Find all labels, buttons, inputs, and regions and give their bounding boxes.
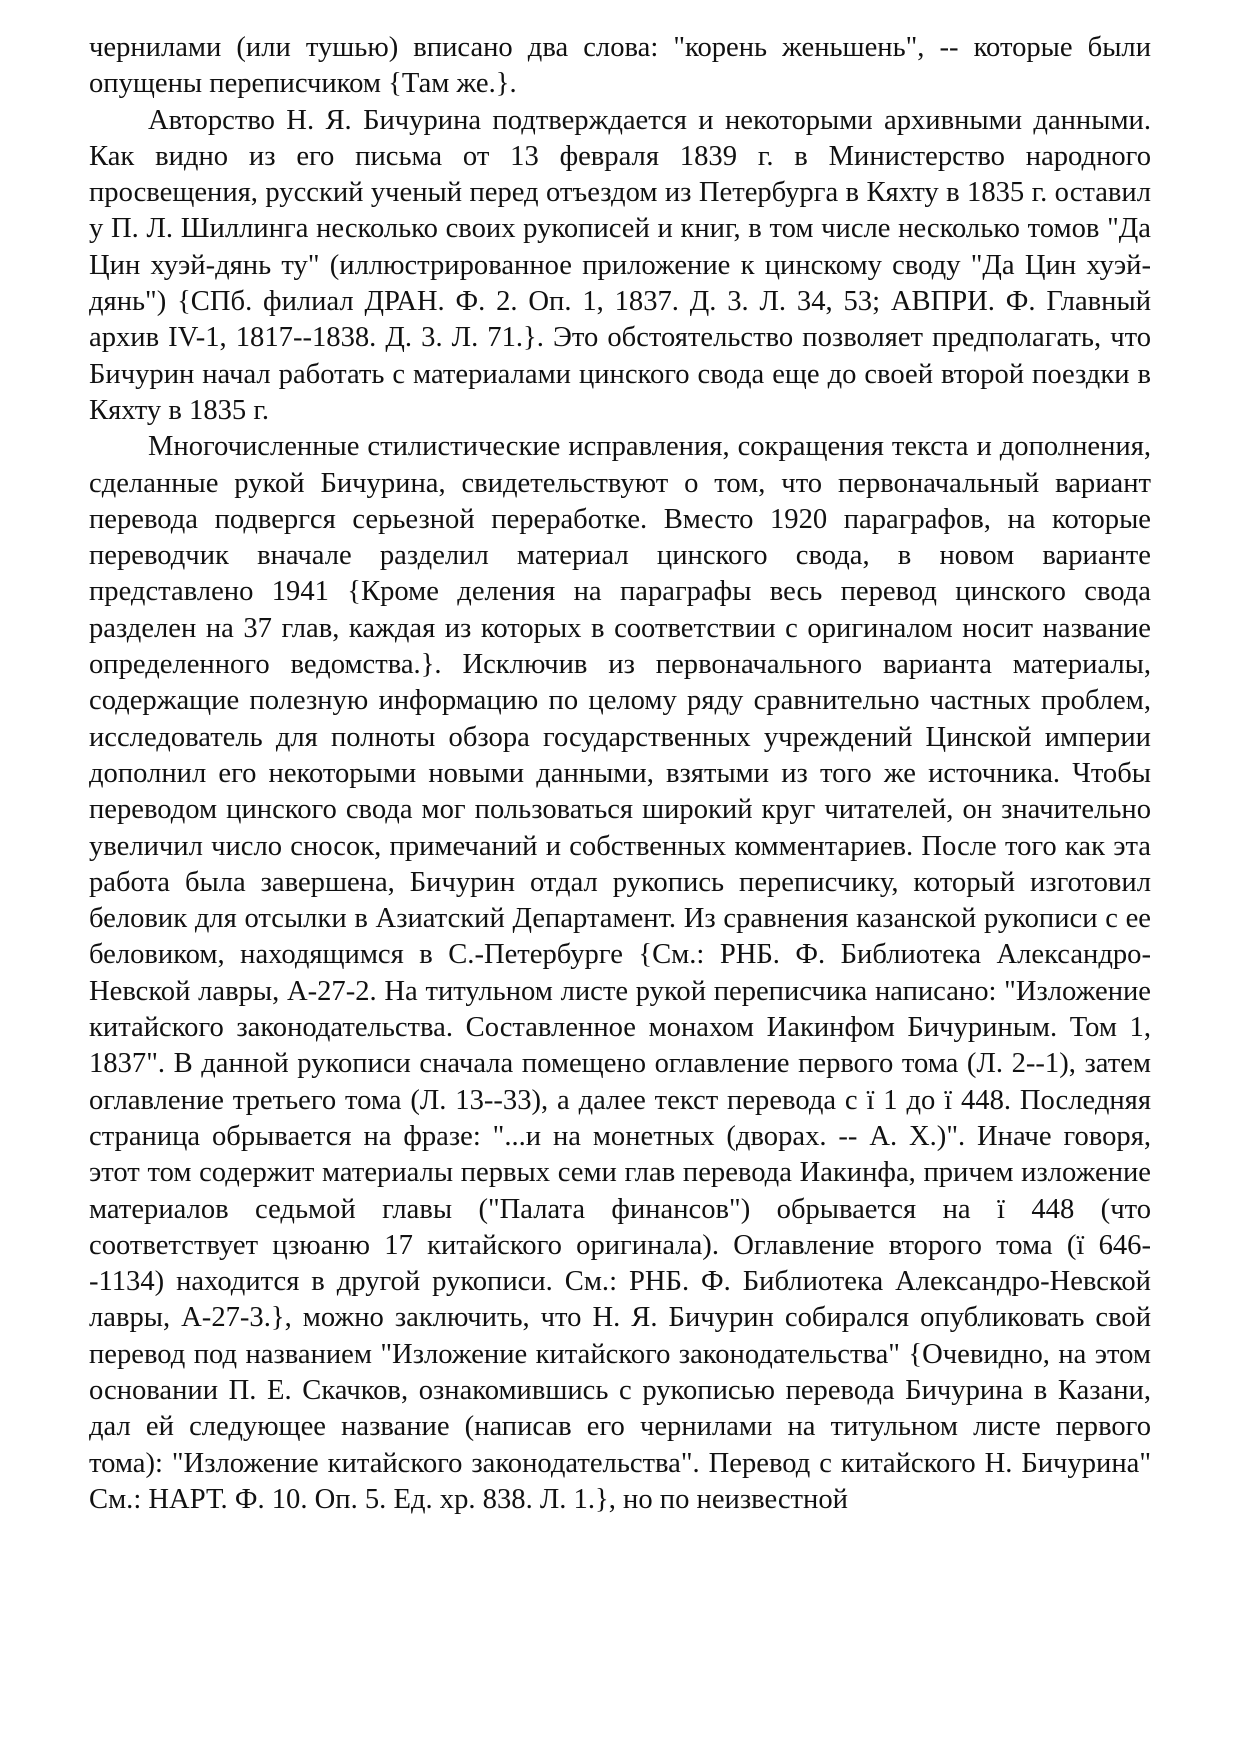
paragraph-3: Многочисленные стилистические исправления, сокращения текста и дополнения, сделанные рукой Бичурина, свидетельствуют о том, что первоначальный вариант перевода подвергся серьезной переработке. Вместо 1920 параграфов, на которые переводчик вначале разделил материал цинского свода, в новом варианте представлено 1941 {Кроме деления на параграфы весь перевод цинского свода разделен на 37 глав, каждая из которых в соответствии с оригиналом носит название определенного ведомства.}. Исключив из первоначального варианта материалы, содержащие полезную информацию по целому ряду сравнительно частных проблем, исследователь для полноты обзора государственных учреждений Цинской империи дополнил его некоторыми новыми данными, взятыми из того же источника. Чтобы переводом цинского свода мог пользоваться широкий круг читателей, он значительно увеличил число сносок, примечаний и собственных комментариев. После того как эта работа была завершена, Бичурин отдал рукопись переписчику, который изготовил беловик для отсылки в Азиатский Департамент. Из сравнения казанской рукописи с ее беловиком, находящимся в С.-Петербурге {См.: РНБ. Ф. Библиотека Александро-Невской лавры, А-27-2. На титульном листе рукой переписчика написано: "Изложение китайского законодательства. Составленное монахом Иакинфом Бичуриным. Том 1, 1837". В данной рукописи сначала помещено оглавление первого тома (Л. 2--1), затем оглавление третьего тома (Л. 13--33), а далее текст перевода с ї 1 до ї 448. Последняя страница обрывается на фразе: "...и на монетных (дворах. -- А. Х.)". Иначе говоря, этот том содержит материалы первых семи глав перевода Иакинфа, причем изложение материалов седьмой главы ("Палата финансов") обрывается на ї 448 (что соответствует цзюаню 17 китайского оригинала). Оглавление второго тома (ї 646--1134) находится в другой рукописи. См.: РНБ. Ф. Библиотека Александро-Невской лавры, А-27-3.}, можно заключить, что Н. Я. Бичурин собирался опубликовать свой перевод под названием "Изложение китайского законодательства" {Очевидно, на этом основании П. Е. Скачков, ознакомившись с рукописью перевода Бичурина в Казани, дал ей следующее название (написав его чернилами на титульном листе первого тома): "Изложение китайского законодательства". Перевод с китайского Н. Бичурина" См.: НАРТ. Ф. 10. Оп. 5. Ед. хр. 838. Л. 1.}, но по неизвестной [89,431,1151,1515]
paragraph-1: чернилами (или тушью) вписано два слова: "корень женьшень", -- которые были опущены переписчиком {Там же.}. [89,32,1151,100]
document-page [89,30,1151,1518]
paragraph-2: Авторство Н. Я. Бичурина подтверждается и некоторыми архивными данными. Как видно из его письма от 13 февраля 1839 г. в Министерство народного просвещения, русский ученый перед отъездом из Петербурга в Кяхту в 1835 г. оставил у П. Л. Шиллинга несколько своих рукописей и книг, в том числе несколько томов "Да Цин хуэй-дянь ту" (иллюстрированное приложение к цинскому своду "Да Цин хуэй-дянь") {СПб. филиал ДРАН. Ф. 2. Оп. 1, 1837. Д. 3. Л. 34, 53; АВПРИ. Ф. Главный архив IV-1, 1817--1838. Д. 3. Л. 71.}. Это обстоятельство позволяет предполагать, что Бичурин начал работать с материалами цинского свода еще до своей второй поездки в Кяхту в 1835 г. [89,104,1151,426]
